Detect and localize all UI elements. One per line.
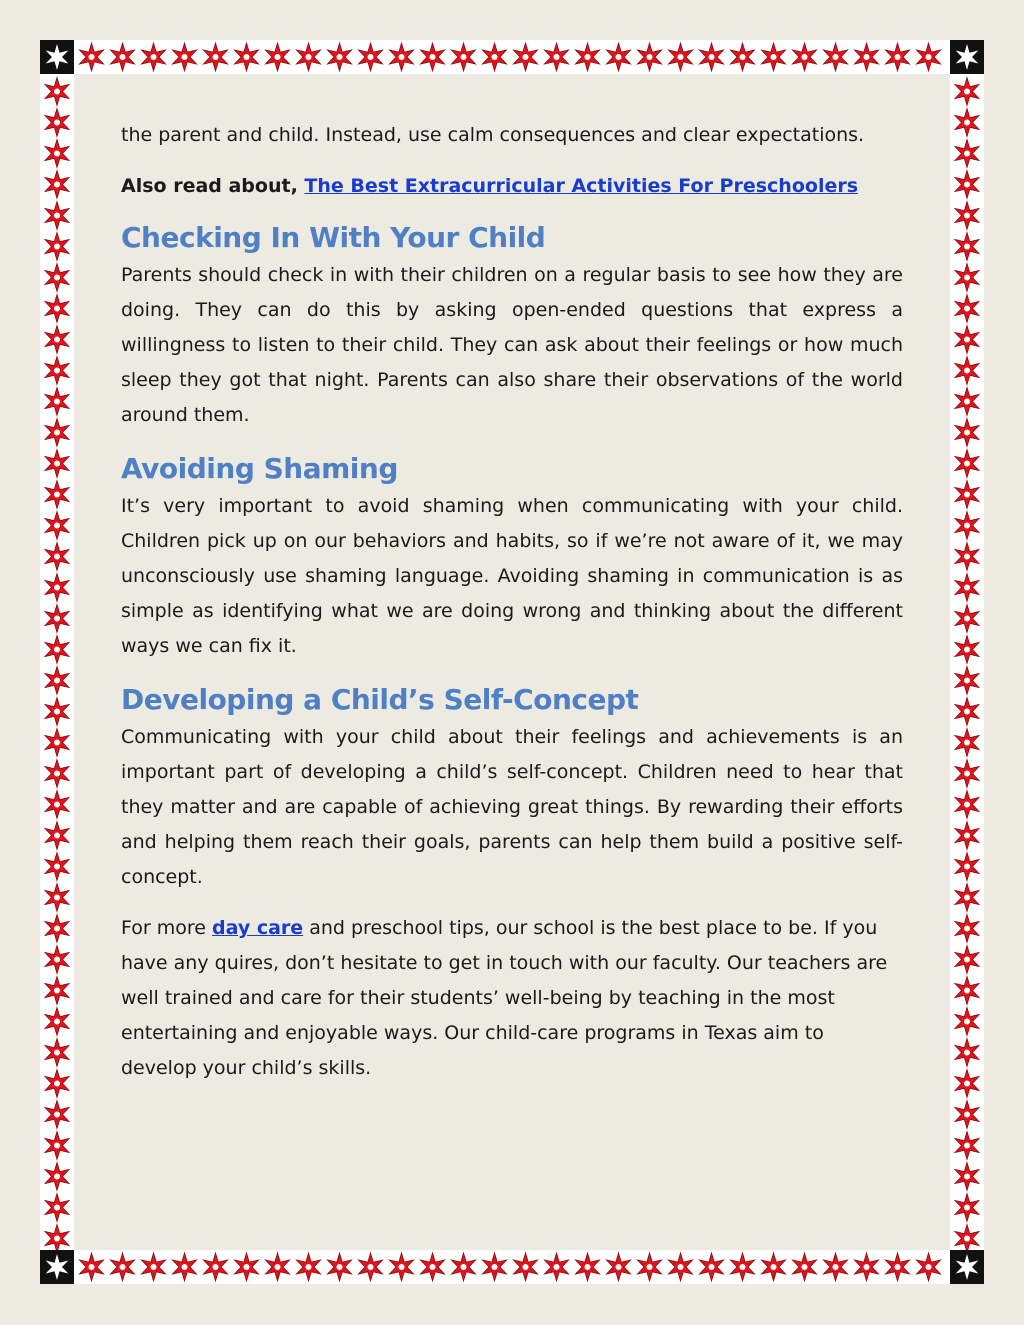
section-body-avoiding-shaming: It’s very important to avoid shaming when communicating with your child. Children pick up on our behaviors and habits, so if we’re not aware of it, we may unconsciously use shaming language. Avoiding shaming in communication is as simple as identifying what we are doing wrong and thinking about the different ways we can fix it. xyxy=(121,495,903,657)
section-heading-checking-in: Checking In With Your Child xyxy=(121,221,546,254)
intro-paragraph: the parent and child. Instead, use calm consequences and clear expectations. xyxy=(121,124,865,146)
also-read-prefix: Also read about, xyxy=(121,175,298,197)
corner-star-icon xyxy=(950,40,984,74)
section-heading-avoiding-shaming: Avoiding Shaming xyxy=(121,452,398,485)
corner-star-icon xyxy=(40,40,74,74)
day-care-link[interactable]: day care xyxy=(211,917,304,939)
closing-paragraph xyxy=(121,911,903,1086)
section-body-self-concept: Communicating with your child about their feelings and achievements is an important part of developing a child’s self-concept. Children need to hear that they matter and are capable of achieving great things. By rewarding their efforts and helping them reach their goals, parents can help them build a positive self-concept. xyxy=(121,726,903,888)
corner-star-icon xyxy=(950,1250,984,1284)
extracurricular-activities-link[interactable]: The Best Extracurricular Activities For Preschoolers xyxy=(304,175,859,197)
closing-before: For more xyxy=(121,917,212,939)
closing-after: and preschool tips, our school is the best place to be. If you have any quires, don’t hesitate to get in touch with our faculty. Our teachers are well trained and care for their students’ well-being by teaching in the most entertaining and enjoyable ways. Our child-care programs in Texas aim to develop your child’s skills. xyxy=(121,917,888,1079)
document-body xyxy=(121,118,903,1102)
corner-star-icon xyxy=(40,1250,74,1284)
section-heading-self-concept: Developing a Child’s Self-Concept xyxy=(121,683,639,716)
section-body-checking-in: Parents should check in with their children on a regular basis to see how they are doing. They can do this by asking open-ended questions that express a willingness to listen to their child. They can ask about their feelings or how much sleep they got that night. Parents can also share their observations of the world around them. xyxy=(121,264,903,426)
also-read-line xyxy=(121,169,903,204)
